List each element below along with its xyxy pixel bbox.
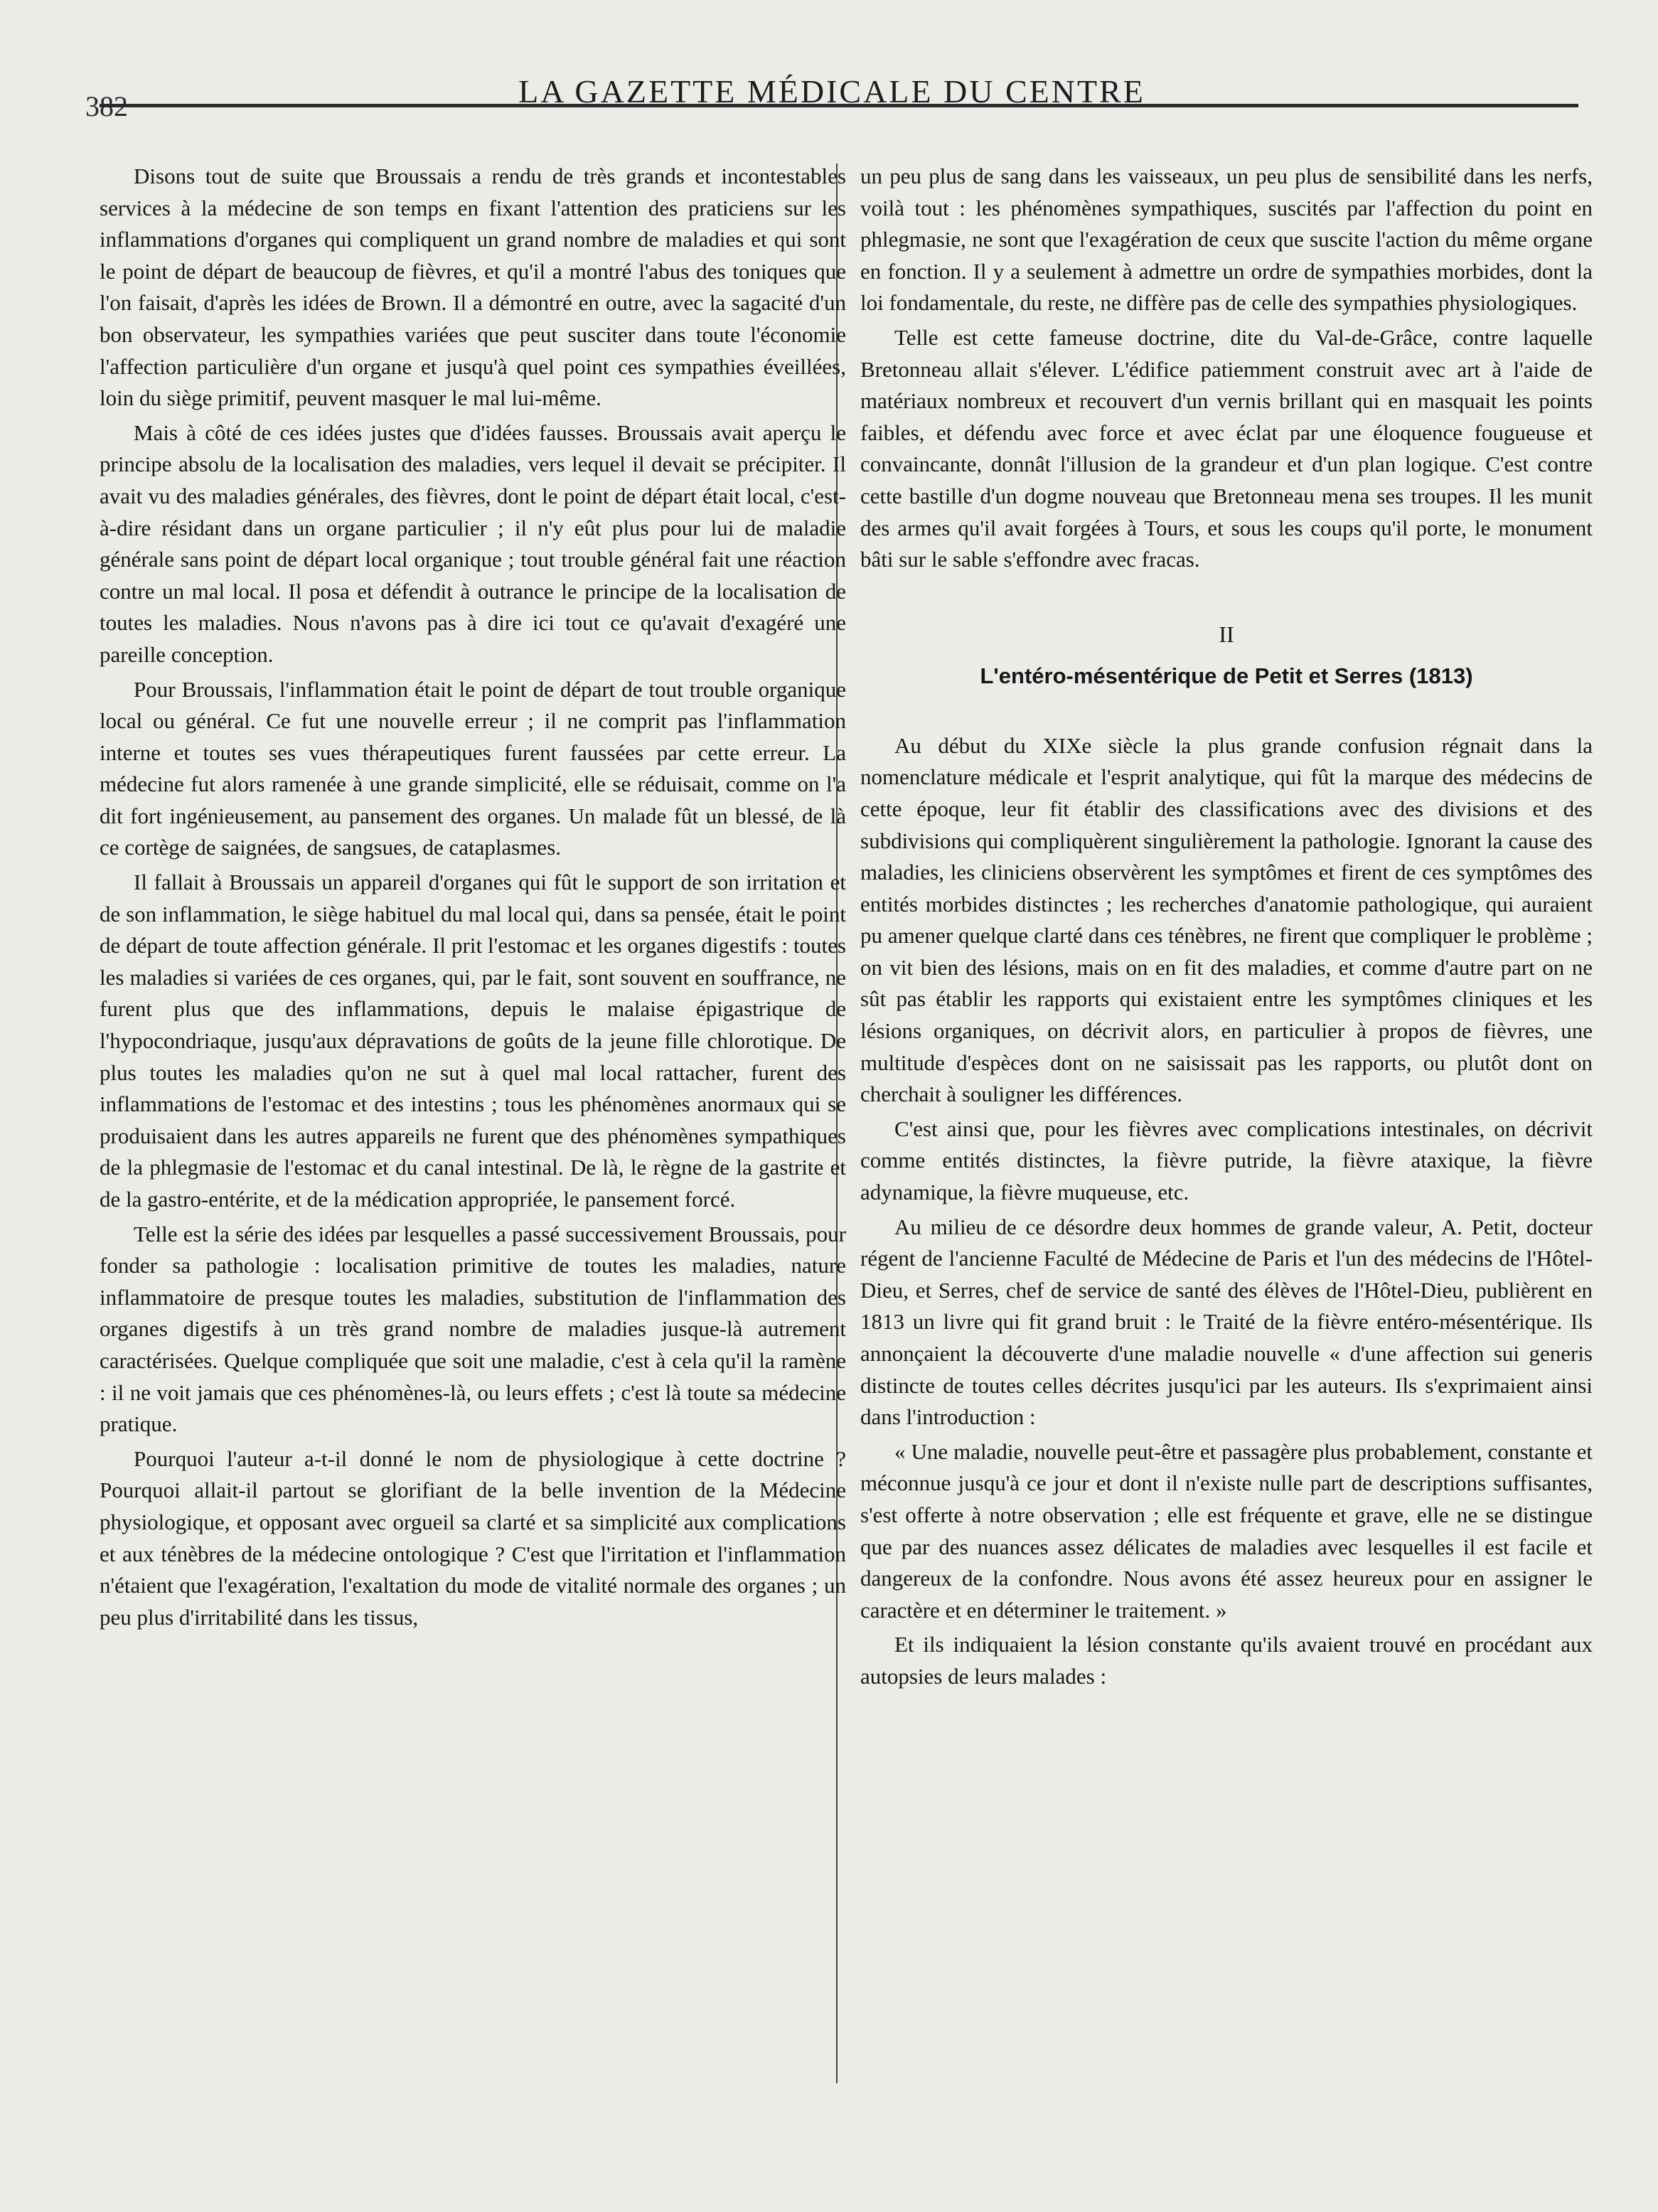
left-column [100, 161, 846, 1636]
quotation: « Une maladie, nouvelle peut-être et passagère plus probablement, constante et méconnue jusqu'à ce jour et dont il n'existe nulle part de descriptions suffisantes, s'est offerte à notre observation ; elle est fréquente et grave, elle ne se distingue que par des nuances assez délicates de maladies avec lesquelles il est facile et dangereux de la confondre. Nous avons été assez heureux pour en assigner le caractère et en déterminer le traitement. » [860, 1438, 1593, 1623]
paragraph: Disons tout de suite que Broussais a rendu de très grands et incontestables services à la médecine de son temps en fixant l'attention des praticiens sur les inflammations d'organes qui compliquent un grand nombre de maladies et qui sont le point de départ de beaucoup de fièvres, et qu'il a montré l'abus des toniques que l'on faisait, d'après les idées de Brown. Il a démontré en outre, avec la sagacité d'un bon observateur, les sympathies variées que peut susciter dans toute l'économie l'affection particulière d'un organe et jusqu'à quel point ces sympathies éveillées, loin du siège primitif, peuvent masquer le mal lui-même. [100, 164, 846, 411]
section-numeral: II [1219, 621, 1234, 647]
paragraph: Pour Broussais, l'inflammation était le point de départ de tout trouble organique local ou général. Ce fut une nouvelle erreur ; il ne comprit pas l'inflammation interne et toutes ses vues thérapeutiques furent faussées par cette erreur. La médecine fut alors ramenée à une grande simplicité, elle se réduisait, comme on l'a dit fort ingénieusement, au pansement des organes. Un malade fût un blessé, de là ce cortège de saignées, de sangsues, de cataplasmes. [100, 676, 846, 860]
paragraph: Au milieu de ce désordre deux hommes de grande valeur, A. Petit, docteur régent de l'ancienne Faculté de Médecine de Paris et l'un des médecins de l'Hôtel-Dieu, et Serres, chef de service de santé des élèves de l'Hôtel-Dieu, publièrent en 1813 un livre qui fit grand bruit : le Traité de la fièvre entéro-mésentérique. Ils annonçaient la découverte d'une maladie nouvelle « d'une affection sui generis distincte de toutes celles décrites jusqu'ici par les auteurs. Ils s'exprimaient ainsi dans l'introduction : [860, 1214, 1593, 1430]
header-rule [100, 104, 1578, 107]
paragraph: Telle est cette fameuse doctrine, dite du Val-de-Grâce, contre laquelle Bretonneau allait s'élever. L'édifice patiemment construit avec art à l'aide de matériaux nombreux et recouvert d'un vernis brillant qui en masquait les points faibles, et défendu avec force et avec éclat par une éloquence fougueuse et convaincante, donnât l'illusion de la grandeur et d'un plan logique. C'est contre cette bastille d'un dogme nouveau que Bretonneau mena ses troupes. Il les munit des armes qu'il avait forgées à Tours, et sous les coups qu'il porte, le monument bâti sur le sable s'effondre avec fracas. [860, 324, 1593, 572]
paragraph: Mais à côté de ces idées justes que d'idées fausses. Broussais avait aperçu le principe absolu de la localisation des maladies, vers lequel il devait se précipiter. Il avait vu des maladies générales, des fièvres, dont le point de départ était local, c'est-à-dire résidant dans un organe particulier ; il n'y eût plus pour lui de maladie générale sans point de départ local organique ; tout trouble général fait une réaction contre un mal local. Il posa et défendit à outrance le principe de la localisation de toutes les maladies. Nous n'avons pas à dire ici tout ce qu'avait d'exagéré une pareille conception. [100, 420, 846, 667]
page-number: 382 [85, 90, 128, 122]
paragraph: C'est ainsi que, pour les fièvres avec complications intestinales, on décrivit comme entités distinctes, la fièvre putride, la fièvre ataxique, la fièvre adynamique, la fièvre muqueuse, etc. [860, 1116, 1593, 1205]
right-column [860, 161, 1593, 1696]
paragraph: Et ils indiquaient la lésion constante qu'ils avaient trouvé en procédant aux autopsies de leurs malades : [860, 1632, 1593, 1689]
paragraph: un peu plus de sang dans les vaisseaux, un peu plus de sensibilité dans les nerfs, voilà tout : les phénomènes sympathiques, suscités par l'affection du point en phlegmasie, ne sont que l'exagération de ceux que suscite l'action du même organe en fonction. Il y a seulement à admettre un ordre de sympathies morbides, dont la loi fondamentale, du reste, ne diffère pas de celle des sympathies physiologiques. [860, 164, 1593, 316]
journal-title: LA GAZETTE MÉDICALE DU CENTRE [518, 73, 1145, 109]
paragraph: Pourquoi l'auteur a-t-il donné le nom de physiologique à cette doctrine ? Pourquoi allait-il partout se glorifiant de la belle invention de la Médecine physiologique, et opposant avec orgueil sa clarté et sa simplicité aux complications et aux ténèbres de la médecine ontologique ? C'est que l'irritation et l'inflammation n'étaient que l'exagération, l'exaltation du mode de vitalité normale des organes ; un peu plus d'irritabilité dans les tissus, [100, 1446, 846, 1630]
paragraph: Au début du XIXe siècle la plus grande confusion régnait dans la nomenclature médicale et l'esprit analytique, qui fût la marque des médecins de cette époque, leur fit établir des classifications avec des divisions et des subdivisions qui compliquèrent singulièrement la pathologie. Ignorant la cause des maladies, les cliniciens observèrent les symptômes et firent de ces symptômes des entités morbides distinctes ; les recherches d'anatomie pathologique, qui auraient pu amener quelque clarté dans ces ténèbres, ne firent que compliquer le problème ; on vit bien des lésions, mais on en fit des maladies, et comme d'autre part on ne sût pas établir les rapports qui existaient entre les symptômes cliniques et les lésions organiques, on décrivit alors, en particulier à propos de fièvres, une multitude d'espèces dont on ne saisissait pas les rapports, ou plutôt dont on cherchait à souligner les différences. [860, 732, 1593, 1107]
section-title: L'entéro-mésentérique de Petit et Serres (1813) [980, 663, 1473, 688]
paragraph: Telle est la série des idées par lesquelles a passé successivement Broussais, pour fonder sa pathologie : localisation primitive de toutes les maladies, nature inflammatoire de presque toutes les maladies, substitution de l'inflammation des organes digestifs à un très grand nombre de maladies jusque-là autrement caractérisées. Quelque compliquée que soit une maladie, c'est à cela qu'il la ramène : il ne voit jamais que ces phénomènes-là, ou leurs effets ; c'est là toute sa médecine pratique. [100, 1221, 846, 1437]
paragraph: Il fallait à Broussais un appareil d'organes qui fût le support de son irritation et de son inflammation, le siège habituel du mal local qui, dans sa pensée, était le point de départ de toute affection générale. Il prit l'estomac et les organes digestifs : toutes les maladies si variées de ces organes, qui, par le fait, sont souvent en souffrance, ne furent plus que des inflammations, depuis le malaise épigastrique de l'hypocondriaque, jusqu'aux dépravations de goûts de la jeune fille chlorotique. De plus toutes les maladies qu'on ne sut à quel mal local rattacher, furent des inflammations de l'estomac et des intestins ; tous les phénomènes anormaux qui se produisaient dans les autres appareils ne furent que des phénomènes sympathiques de la phlegmasie de l'estomac et du canal intestinal. De là, le règne de la gastrite et de la gastro-entérite, et de la médication appropriée, le pansement forcé. [100, 870, 846, 1212]
